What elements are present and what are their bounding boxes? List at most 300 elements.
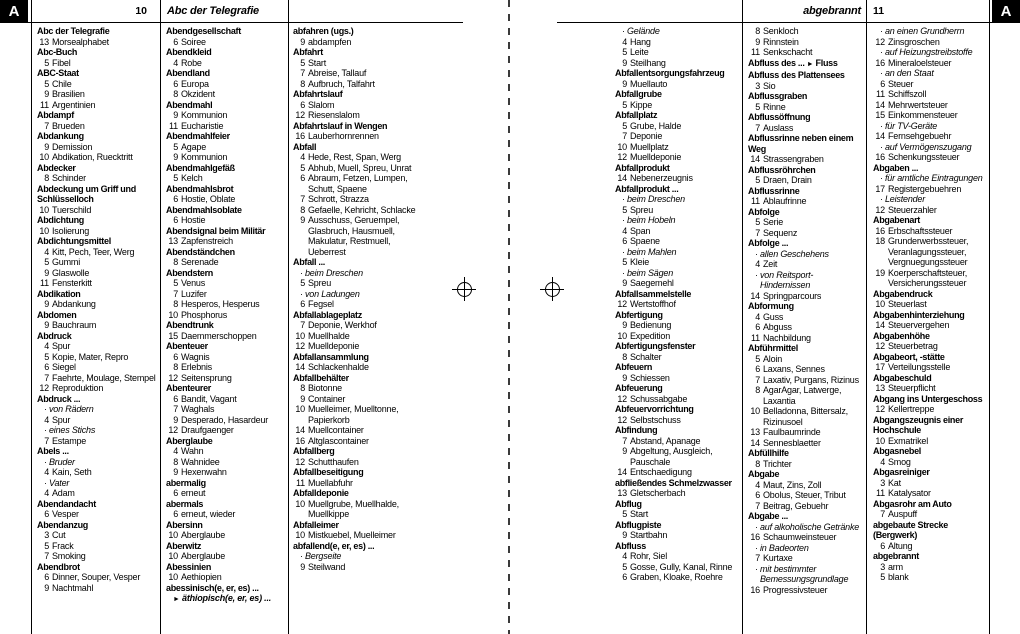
entry-solution-line [615, 205, 736, 216]
entry-solution-line [873, 572, 985, 583]
solution-words: Zeit [763, 259, 778, 269]
letter-count: 17 [875, 362, 885, 372]
registration-circle [457, 282, 472, 297]
dictionary-column [166, 26, 284, 632]
entry-solution-line [293, 163, 417, 174]
entry-headword: Abfallplatz [615, 110, 658, 120]
solution-words: Entschaedigung [630, 467, 692, 477]
solution-words: Ausschuss, Geruempel, Glasbruch, Hausmuell, Makulatur, Restmuell, Ueberrest [308, 215, 400, 257]
entry-solution-line [748, 375, 862, 386]
solution-words: Kitt, Pech, Teer, Werg [52, 246, 135, 257]
entry-solution-line [873, 299, 985, 310]
solution-words: Spur [52, 414, 71, 425]
entry-solution-line [615, 572, 736, 583]
solution-words: Wahnidee [181, 456, 220, 467]
entry-headword: Abgaben ... [873, 162, 919, 173]
letter-count: 8 [755, 458, 760, 469]
letter-count: 7 [173, 288, 178, 299]
letter-count: 18 [875, 236, 885, 246]
letter-count: 5 [755, 353, 760, 364]
bullet-icon: · [300, 267, 303, 278]
letter-count: 8 [300, 204, 305, 215]
letter-count: 12 [295, 341, 305, 351]
solution-words: Serie [763, 217, 784, 227]
letter-count: 14 [750, 290, 760, 301]
solution-words: Reproduktion [52, 383, 104, 393]
entry-solution-line [748, 585, 862, 596]
entry-headword: Abgabeschuld [873, 372, 932, 383]
entry-headword: Abflussrinne neben einem Weg [748, 133, 854, 154]
letter-count: 12 [617, 393, 627, 404]
solution-words: Gletscherbach [630, 488, 686, 498]
solution-words: Kurtaxe [763, 553, 793, 563]
solution-words: Deponie, Werkhof [308, 320, 377, 330]
entry-headword: Abendmahlsbrot [166, 183, 234, 194]
entry-solution-line [37, 121, 156, 132]
entry-headword: Abendmahlfeier [166, 131, 230, 141]
solution-words: Auslass [763, 122, 794, 133]
solution-words: Rinne [763, 101, 786, 112]
letter-count: 7 [300, 194, 305, 204]
entry-headword: Abflug [615, 498, 642, 509]
entry-headword: Abfallansammlung [293, 351, 369, 362]
solution-words: Expedition [630, 330, 671, 341]
letter-count: 6 [755, 364, 760, 374]
solution-words: Slalom [308, 99, 335, 110]
entry-solution-line [166, 58, 284, 69]
solution-words: Spreu [308, 278, 332, 288]
solution-words: Siegel [52, 362, 76, 372]
letter-count: 6 [44, 509, 49, 519]
letter-count: 11 [40, 99, 49, 110]
entry-solution-line [166, 551, 284, 562]
entry-solution-line [166, 373, 284, 384]
entry-solution-line [37, 436, 156, 447]
subsense-text: in Badeorten [760, 542, 809, 553]
letter-count: 12 [168, 425, 178, 435]
solution-words: Abdankung [52, 299, 96, 309]
solution-words: Katalysator [888, 488, 931, 498]
entry-headword: Abendanzug [37, 519, 88, 530]
entry-solution-line [37, 341, 156, 352]
solution-words: Progressivsteuer [763, 584, 828, 595]
entry-headword: Abformung [748, 301, 794, 311]
entry-headword: Abgabenhöhe [873, 330, 930, 341]
entry-solution-line [615, 278, 736, 289]
letter-count: 9 [44, 267, 49, 278]
entry-solution-line [166, 89, 284, 100]
page-number-left: 10 [135, 5, 147, 17]
letter-count: 14 [617, 173, 627, 183]
solution-words: AgarAgar, Latwerge, Laxantia [763, 385, 842, 406]
letter-count: 3 [880, 477, 885, 488]
letter-count: 6 [622, 236, 627, 246]
solution-words: Belladonna, Bittersalz, Rizinusoel [763, 406, 848, 427]
entry-solution-line [873, 110, 985, 121]
solution-words: Obolus, Steuer, Tribut [763, 490, 846, 500]
letter-count: 8 [622, 351, 627, 362]
letter-count: 13 [617, 488, 627, 498]
letter-count: 10 [168, 530, 178, 540]
letter-count: 10 [295, 404, 305, 414]
corner-letter-left: A [0, 0, 28, 22]
letter-count: 6 [44, 362, 49, 372]
entry-solution-line [748, 259, 862, 270]
solution-words: Spur [52, 341, 71, 351]
solution-words: Europa [181, 78, 209, 89]
entry-headword: Abenteurer [166, 383, 212, 393]
letter-count: 16 [295, 435, 305, 446]
solution-words: Muellhalde [308, 330, 350, 341]
letter-count: 10 [39, 225, 49, 236]
solution-words: Strassengraben [763, 154, 824, 164]
solution-words: Hexenwahn [181, 467, 227, 477]
subsense-text: auf Vermögenszugang [885, 141, 972, 152]
entry-solution-line [166, 289, 284, 300]
entry-headword: Abfall [293, 141, 317, 152]
solution-words: Muellabfuhr [308, 477, 353, 488]
letter-count: 10 [39, 204, 49, 215]
letter-count: 3 [44, 530, 49, 540]
solution-words: Muellauto [630, 78, 668, 89]
letter-count: 12 [168, 372, 178, 383]
entry-headword: Abfahrt [293, 47, 323, 57]
solution-words: Start [630, 509, 649, 519]
letter-count: 16 [875, 57, 885, 68]
letter-count: 6 [173, 509, 178, 519]
entry-solution-line [615, 436, 736, 447]
solution-words: Nebenerzeugnis [630, 173, 693, 183]
entry-headword: Abenteuer [166, 341, 208, 351]
letter-count: 11 [40, 278, 49, 288]
letter-count: 9 [173, 152, 178, 162]
entry-solution-line [748, 480, 862, 491]
letter-count: 9 [44, 141, 49, 152]
letter-count: 14 [617, 467, 627, 477]
solution-words: Einkommensteuer [888, 110, 958, 120]
column-rule [160, 0, 161, 634]
entry-subsense [37, 425, 156, 436]
solution-words: Hostie, Oblate [181, 194, 236, 204]
letter-count: 9 [173, 414, 178, 425]
entry-headword: Abersinn [166, 519, 203, 530]
entry-solution-line [293, 173, 417, 194]
entry-solution-line [293, 404, 417, 425]
entry-subsense [748, 564, 862, 585]
letter-count: 12 [875, 36, 885, 47]
solution-words: Biotonne [308, 383, 342, 393]
entry-solution-line [166, 530, 284, 541]
dictionary-column [293, 26, 417, 632]
solution-words: Altglascontainer [308, 435, 369, 446]
solution-words: erneut [181, 488, 206, 498]
letter-count: 4 [44, 467, 49, 477]
registration-mark-icon [452, 277, 476, 301]
letter-count: 10 [617, 141, 627, 152]
header-rule-left [0, 22, 463, 23]
entry-solution-line [873, 79, 985, 90]
bullet-icon: · [622, 246, 625, 257]
entry-solution-line [748, 406, 862, 427]
solution-words: Draufgaenger [181, 425, 234, 435]
entry-solution-line [166, 404, 284, 415]
solution-words: Senkschacht [763, 47, 813, 57]
letter-count: 8 [755, 385, 760, 395]
letter-count: 4 [44, 488, 49, 498]
letter-count: 19 [875, 267, 885, 278]
entry-headword: Abendmahl [166, 99, 213, 110]
solution-words: Laxans, Sennes [763, 364, 825, 374]
entry-headword: Abflussgraben [748, 91, 808, 101]
subsense-text: für amtliche Eintragungen [885, 173, 983, 183]
letter-count: 9 [44, 582, 49, 593]
solution-words: Serenade [181, 257, 219, 267]
solution-words: Steuerbetrag [888, 341, 938, 351]
entry-solution-line [166, 194, 284, 205]
letter-count: 12 [617, 299, 627, 309]
solution-words: Draen, Drain [763, 175, 812, 185]
solution-words: Muelleimer, Muelltonne, Papierkorb [308, 404, 399, 425]
entry-solution-line [748, 217, 862, 228]
letter-count: 6 [622, 572, 627, 582]
entry-headword: Abgangszeugnis einer Hochschule [873, 414, 964, 435]
entry-headword: Abdruck [37, 330, 72, 341]
entry-headword: Abc-Buch [37, 47, 78, 57]
entry-solution-line [37, 541, 156, 552]
entry-solution-line [37, 415, 156, 426]
letter-count: 6 [44, 572, 49, 582]
letter-count: 5 [300, 162, 305, 173]
letter-count: 4 [755, 311, 760, 322]
subsense-text: von Ladungen [305, 288, 360, 299]
entry-solution-line [873, 89, 985, 100]
entry-headword: Abgabe ... [748, 511, 789, 521]
solution-words: Kippe [630, 99, 653, 110]
entry-headword: Abdikation [37, 288, 81, 299]
entry-solution-line [748, 354, 862, 365]
subsense-text: eines Stichs [49, 425, 96, 435]
entry-solution-line [293, 100, 417, 111]
solution-words: Vesper [52, 509, 79, 519]
letter-count: 10 [168, 572, 178, 582]
solution-words: Laxativ, Purgans, Rizinus [763, 374, 859, 385]
entry-solution-line [166, 457, 284, 468]
entry-solution-line [166, 142, 284, 153]
solution-words: Schalter [630, 351, 662, 362]
entry-subsense [615, 194, 736, 205]
entry-headword: Abfeuerung [615, 383, 663, 393]
solution-words: Desperado, Hasardeur [181, 414, 269, 425]
solution-words: Kommunion [181, 110, 228, 120]
solution-words: Fensterkitt [52, 278, 92, 288]
letter-count: 10 [295, 330, 305, 341]
solution-words: Gefaelle, Kehricht, Schlacke [308, 204, 416, 215]
solution-words: Steuerzahler [888, 204, 937, 215]
solution-words: Registergebuehren [888, 183, 962, 194]
solution-words: Venus [181, 278, 206, 288]
letter-count: 7 [755, 374, 760, 385]
entry-solution-line [293, 205, 417, 216]
letter-count: 5 [173, 173, 178, 183]
solution-words: Erlebnis [181, 362, 212, 372]
letter-count: 5 [44, 57, 49, 68]
entry-solution-line [293, 562, 417, 573]
entry-headword: abessinisch(e, er, es) ... [166, 582, 259, 593]
entry-solution-line [748, 322, 862, 333]
dictionary-column [37, 26, 156, 632]
running-head-right: abgebrannt [803, 5, 861, 17]
entry-subsense [615, 247, 736, 258]
bullet-icon: · [880, 173, 883, 183]
solution-words: Selbstschuss [630, 414, 681, 425]
entry-solution-line [748, 532, 862, 543]
entry-solution-line [37, 320, 156, 331]
solution-words: Start [308, 57, 327, 68]
entry-solution-line [293, 215, 417, 257]
entry-solution-line [873, 320, 985, 331]
entry-solution-line [873, 184, 985, 195]
subsense-text: beim Dreschen [627, 194, 685, 204]
entry-solution-line [873, 58, 985, 69]
solution-words: Graben, Kloake, Roehre [630, 572, 723, 582]
solution-words: Auspuff [888, 509, 917, 519]
bullet-icon: · [880, 26, 883, 36]
solution-words: Frack [52, 540, 74, 551]
entry-solution-line [293, 425, 417, 436]
letter-count: 5 [755, 175, 760, 185]
entry-headword: Abfalldeponie [293, 488, 349, 498]
entry-headword: Abdankung [37, 131, 84, 141]
entry-headword: Abfolge ... [748, 238, 789, 248]
bullet-icon: · [44, 456, 47, 467]
letter-count: 5 [300, 278, 305, 288]
entry-solution-line [615, 373, 736, 384]
entry-subsense [615, 215, 736, 226]
solution-words: Demission [52, 141, 93, 152]
entry-solution-line [748, 123, 862, 134]
entry-headword: Abendland [166, 68, 210, 78]
letter-count: 12 [875, 204, 885, 215]
letter-count: 16 [295, 131, 305, 141]
letter-count: 4 [622, 225, 627, 236]
entry-solution-line [873, 226, 985, 237]
entry-solution-line [293, 152, 417, 163]
bullet-icon: · [755, 563, 758, 574]
letter-count: 4 [300, 152, 305, 162]
entry-subsense [615, 26, 736, 37]
bullet-icon: · [755, 269, 758, 280]
entry-solution-line [873, 131, 985, 142]
letter-count: 11 [296, 477, 305, 488]
letter-count: 6 [173, 36, 178, 47]
entry-subsense [748, 522, 862, 533]
letter-count: 4 [622, 551, 627, 561]
solution-words: Abhub, Muell, Spreu, Unrat [308, 162, 412, 173]
entry-subsense [748, 270, 862, 291]
solution-words: Estampe [52, 435, 87, 446]
letter-count: 13 [875, 383, 885, 393]
solution-words: Fibel [52, 57, 71, 68]
letter-count: 3 [880, 561, 885, 572]
letter-count: 9 [622, 372, 627, 383]
entry-solution-line [615, 142, 736, 153]
entry-headword: Abendgesellschaft [166, 26, 241, 36]
entry-solution-line [293, 58, 417, 69]
solution-words: Spaene [630, 236, 660, 246]
letter-count: 16 [750, 584, 760, 595]
solution-words: Robe [181, 57, 202, 68]
entry-subsense [873, 26, 985, 37]
solution-words: Startbahn [630, 530, 668, 540]
letter-count: 16 [875, 152, 885, 162]
entry-solution-line [615, 551, 736, 562]
solution-words: Nachtmahl [52, 582, 94, 593]
letter-count: 7 [300, 320, 305, 330]
letter-count: 14 [875, 99, 885, 110]
entry-headword: abgebaute Strecke (Bergwerk) [873, 519, 948, 540]
entry-solution-line [615, 562, 736, 573]
letter-count: 13 [750, 427, 760, 437]
dictionary-column [873, 26, 985, 632]
entry-solution-line [748, 102, 862, 113]
entry-solution-line [748, 312, 862, 323]
letter-count: 6 [173, 194, 178, 204]
solution-words: arm [888, 561, 903, 572]
letter-count: 6 [173, 393, 178, 404]
entry-solution-line [615, 173, 736, 184]
entry-solution-line [293, 383, 417, 394]
subsense-text: an den Staat [885, 68, 934, 78]
solution-words: Muellcontainer [308, 425, 364, 435]
crossref-arrow-icon: ► [173, 596, 180, 603]
solution-words: Wagnis [181, 351, 210, 362]
solution-words: Container [308, 393, 346, 404]
letter-count: 8 [173, 456, 178, 467]
solution-words: Kopie, Mater, Repro [52, 351, 129, 362]
letter-count: 7 [622, 131, 627, 141]
entry-headword: Abfolge [748, 206, 780, 217]
entry-solution-line [615, 530, 736, 541]
letter-count: 4 [173, 57, 178, 68]
entry-headword: Abgabenart [873, 215, 921, 225]
letter-count: 10 [617, 330, 627, 341]
entry-solution-line [873, 562, 985, 573]
letter-count: 7 [880, 509, 885, 519]
solution-words: Hesperos, Hesperus [181, 299, 260, 309]
entry-solution-line [166, 488, 284, 499]
letter-count: 17 [875, 183, 885, 194]
entry-solution-line [293, 110, 417, 121]
letter-count: 5 [173, 141, 178, 152]
entry-headword: Abfallprodukt [615, 162, 670, 173]
letter-count: 11 [169, 120, 178, 131]
entry-headword: abgebrannt [873, 551, 920, 561]
solution-words: abdampfen [308, 36, 352, 47]
entry-solution-line [615, 131, 736, 142]
solution-words: Waghals [181, 404, 215, 414]
subsense-text: an einen Grundherrn [885, 26, 965, 36]
bullet-icon: · [622, 267, 625, 278]
entry-solution-line [748, 37, 862, 48]
solution-words: Zapfenstreich [181, 236, 233, 246]
entry-headword: Abführmittel [748, 343, 798, 353]
letter-count: 9 [300, 215, 305, 225]
bullet-icon: · [880, 120, 883, 131]
letter-count: 10 [295, 530, 305, 540]
solution-words: Gosse, Gully, Kanal, Rinne [630, 561, 733, 572]
entry-solution-line [293, 457, 417, 468]
letter-count: 3 [755, 80, 760, 91]
